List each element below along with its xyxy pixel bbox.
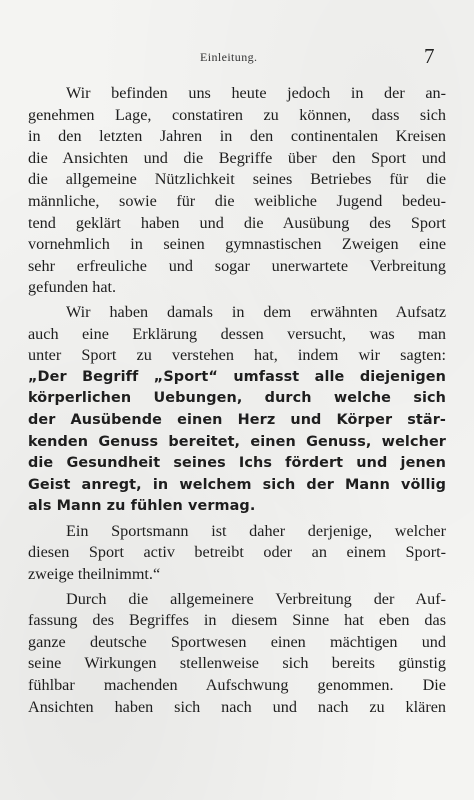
text-line: genehmen Lage, constatiren zu können, dass sich (28, 105, 446, 124)
text-line: zweige theilnimmt.“ (28, 565, 161, 584)
body-text (28, 83, 446, 718)
text-line: Wir haben damals in dem erwähnten Aufsatz (66, 302, 446, 321)
text-line: in den letzten Jahren in den continentalen Kreisen (28, 127, 446, 146)
text-line: auch eine Erklärung dessen versucht, was man (28, 324, 446, 343)
text-line: gefunden hat. (28, 278, 117, 297)
quotation-line: die Gesundheit seines Ichs fördert und jenen (28, 455, 446, 472)
text-line: vornehmlich in seinen gymnastischen Zweigen eine (28, 235, 446, 254)
text-line: sehr erfreuliche und sogar unerwartete Verbreitung (28, 256, 446, 275)
quotation-line: als Mann zu fühlen vermag. (28, 498, 256, 515)
text-line: Ansichten haben sich nach und nach zu klären (28, 697, 446, 716)
text-line: Wir befinden uns heute jedoch in der an- (66, 84, 446, 102)
text-line: männliche, sowie für die weibliche Jugend bedeu- (28, 191, 446, 210)
text-line: diesen Sport activ betreibt oder an einem Sport- (28, 543, 446, 562)
text-line: Ein Sportsmann ist daher derjenige, welcher (66, 521, 446, 540)
text-line: unter Sport zu verstehen hat, indem wir sagten: (28, 346, 446, 365)
text-line: die allgemeine Nützlichkeit seines Betriebes für die (28, 170, 446, 189)
quotation-line: „Der Begriff „Sport“ umfasst alle diejenigen (28, 368, 446, 385)
quotation-line: der Ausübende einen Herz und Körper stär- (28, 411, 446, 428)
text-line: Durch die allgemeinere Verbreitung der Auf- (66, 589, 446, 608)
page-number: 7 (424, 44, 435, 68)
text-line: die Ansichten und die Begriffe über den Sport und (28, 148, 446, 167)
text-line: fühlbar machenden Aufschwung genommen. Die (28, 676, 446, 695)
text-line: seine Wirkungen stellenweise sich bereits günstig (28, 654, 446, 673)
running-head (0, 44, 474, 68)
text-line: tend geklärt haben und die Ausübung des Sport (28, 213, 446, 232)
text-line: ganze deutsche Sportwesen einen mächtigen und (28, 632, 446, 651)
quotation-line: körperlichen Uebungen, durch welche sich (28, 390, 446, 407)
quotation-line: kenden Genuss bereitet, einen Genuss, welcher (28, 433, 446, 450)
running-title: Einleitung. (200, 50, 258, 64)
text-line: fassung des Begriffes in diesem Sinne hat eben das (28, 611, 446, 630)
quotation-line: Geist anregt, in welchem sich der Mann völlig (28, 476, 446, 493)
